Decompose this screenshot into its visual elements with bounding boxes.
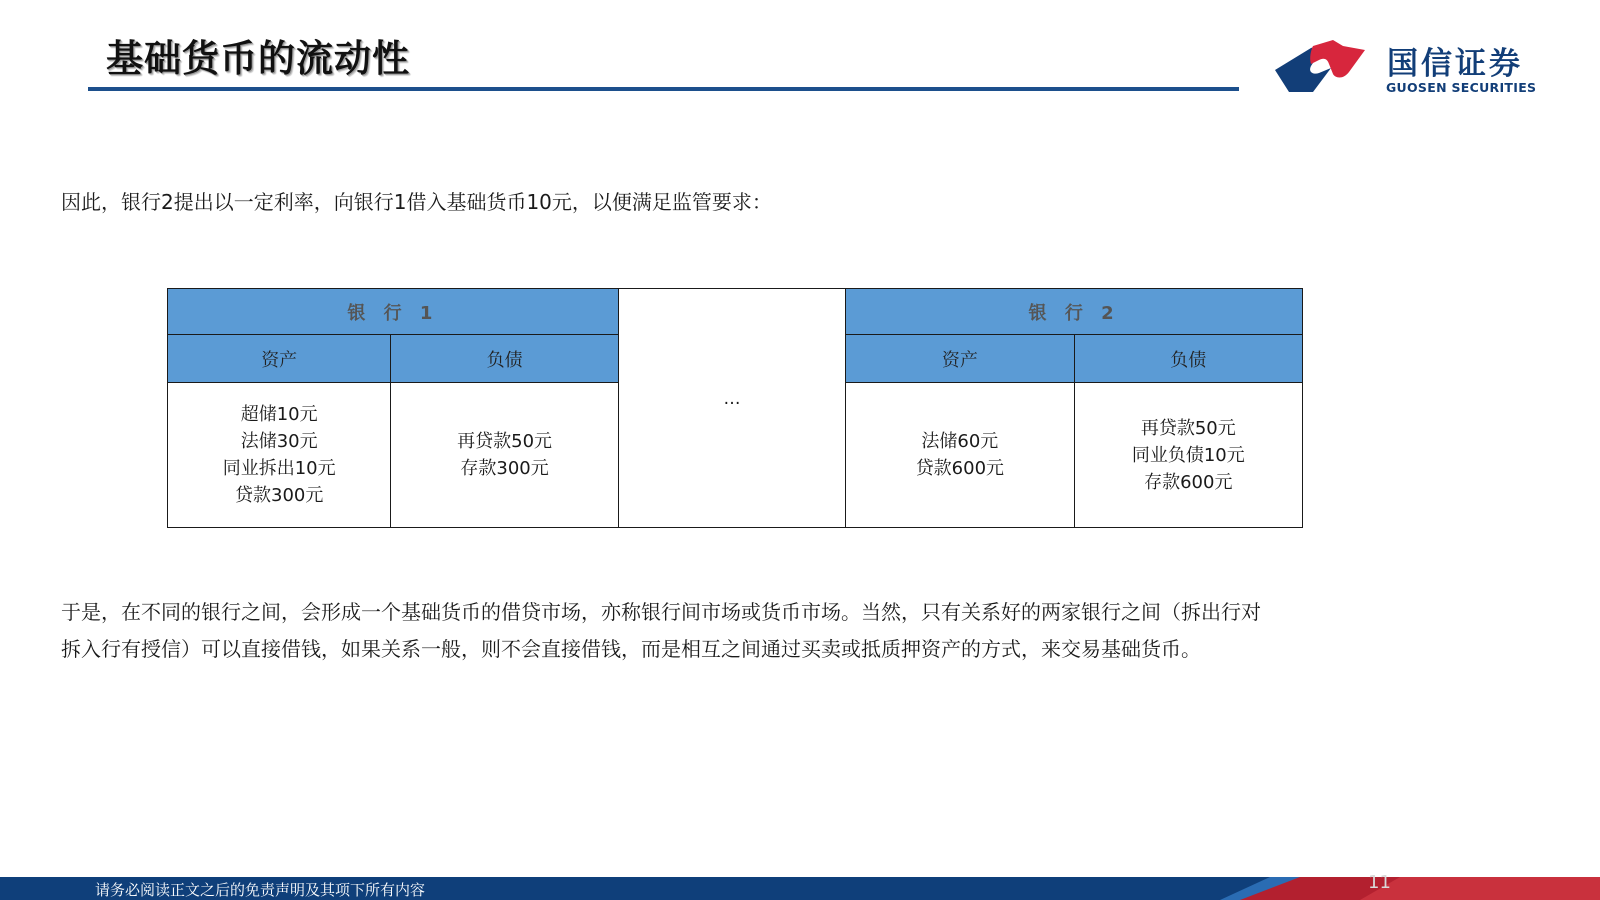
guosen-logo-icon bbox=[1273, 36, 1377, 100]
bank1-asset-item: 法储30元 bbox=[240, 431, 318, 452]
bank2-asset-item: 法储60元 bbox=[921, 431, 999, 452]
bank2-asset-header: 资产 bbox=[846, 335, 1074, 383]
bank1-liabilities-cell bbox=[391, 383, 618, 528]
bank2-liabilities-cell bbox=[1074, 383, 1302, 528]
explanation-paragraph bbox=[61, 594, 1501, 668]
bank2-liability-item: 同业负债10元 bbox=[1131, 444, 1245, 466]
bank1-liability-header: 负债 bbox=[391, 335, 618, 383]
logo-english-name: GUOSEN SECURITIES bbox=[1386, 80, 1537, 95]
footer-disclaimer: 请务必阅读正文之后的免责声明及其项下所有内容 bbox=[95, 881, 426, 899]
logo-chinese-name: 国信证券 bbox=[1387, 46, 1523, 82]
footer-accent-stripe bbox=[1210, 877, 1600, 900]
bank1-liability-item: 再贷款50元 bbox=[457, 431, 553, 452]
title-divider bbox=[88, 87, 1239, 91]
bank-balance-table bbox=[167, 288, 1303, 528]
bank2-header: 银 行 2 bbox=[846, 289, 1303, 335]
bank2-liability-header: 负债 bbox=[1074, 335, 1302, 383]
paragraph-line: 拆入行有授信）可以直接借钱，如果关系一般，则不会直接借钱，而是相互之间通过买卖或抵质押资产的方式，来交易基础货币。 bbox=[61, 637, 1201, 661]
ellipsis-cell: … bbox=[618, 289, 845, 528]
page-title: 基础货币的流动性 bbox=[106, 37, 410, 80]
bank1-asset-header: 资产 bbox=[168, 335, 391, 383]
bank1-header: 银 行 1 bbox=[168, 289, 619, 335]
paragraph-line: 于是，在不同的银行之间，会形成一个基础货币的借贷市场，亦称银行间市场或货币市场。当然，只有关系好的两家银行之间（拆出行对 bbox=[61, 600, 1261, 624]
bank1-asset-item: 超储10元 bbox=[240, 404, 318, 425]
bank2-asset-item: 贷款600元 bbox=[915, 458, 1005, 479]
page-number: 11 bbox=[1368, 872, 1391, 893]
intro-text: 因此，银行2提出以一定利率，向银行1借入基础货币10元，以便满足监管要求： bbox=[61, 190, 772, 214]
bank2-assets-cell bbox=[846, 383, 1074, 528]
bank2-liability-item: 再贷款50元 bbox=[1140, 417, 1236, 439]
bank1-liability-item: 存款300元 bbox=[460, 458, 549, 479]
bank2-liability-item: 存款600元 bbox=[1144, 471, 1233, 493]
company-logo bbox=[1273, 36, 1573, 100]
bank1-assets-cell bbox=[168, 383, 391, 528]
bank1-asset-item: 贷款300元 bbox=[235, 485, 324, 506]
bank1-asset-item: 同业拆出10元 bbox=[222, 458, 336, 479]
